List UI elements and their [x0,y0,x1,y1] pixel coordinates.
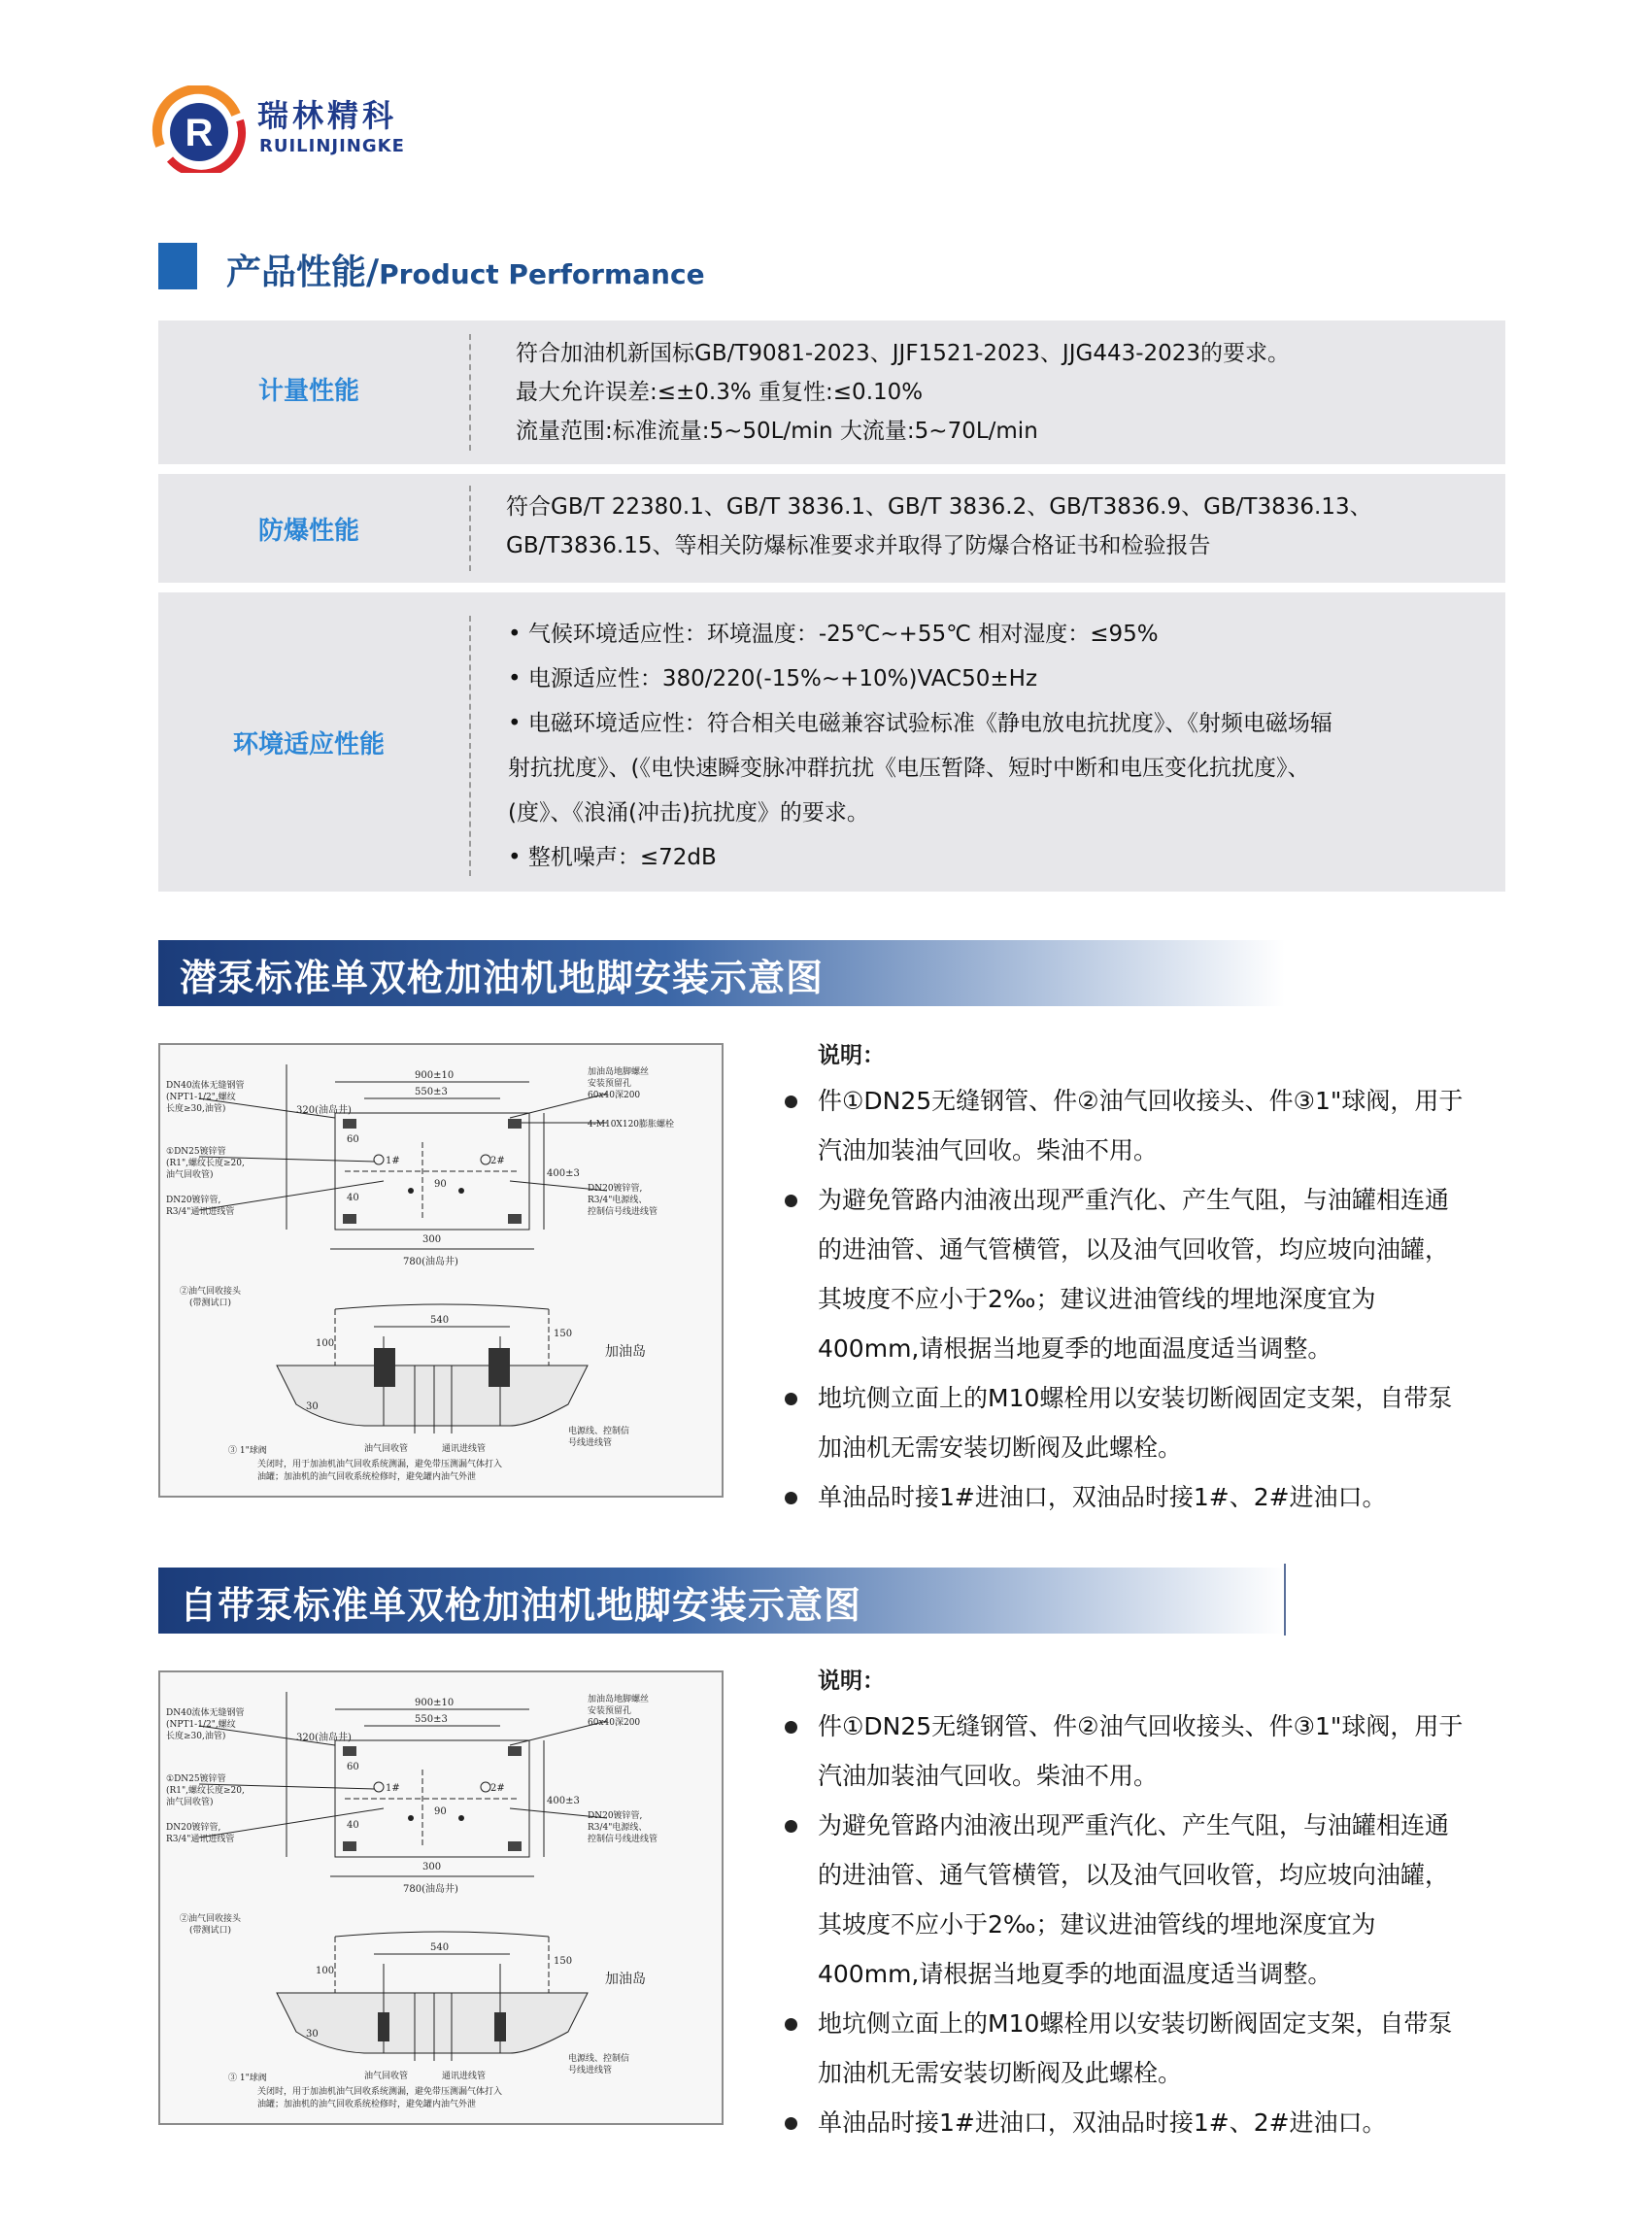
dim-780: 780(油岛井) [403,1884,458,1895]
dim-100: 100 [316,1966,335,1976]
row-line: 射抗扰度》、(《电快速瞬变脉冲群抗扰《电压暂降、短时中断和电压变化抗扰度》、 [508,756,1310,781]
svg-text:①DN25镀锌管: ①DN25镀锌管 [166,1147,226,1157]
row-line: 符合GB/T 22380.1、GB/T 3836.1、GB/T 3836.2、GB/T3836.9、GB/T3836.13、 [506,494,1372,520]
row-line: 最大允许误差:≤±0.3% 重复性:≤0.10% [516,380,924,405]
dim-40: 40 [347,1193,359,1203]
row-label: 防爆性能 [257,517,359,546]
svg-text:安装预留孔: 安装预留孔 [588,1706,632,1716]
svg-text:长度≥30,油管): 长度≥30,油管) [166,1104,226,1114]
svg-text:R3/4"电源线、: R3/4"电源线、 [588,1823,648,1833]
bullet-icon [785,2117,797,2130]
dim-320: 320(油岛井) [296,1733,352,1743]
section-title: 潜泵标准单双枪加油机地脚安装示意图 [180,957,825,999]
bullet-icon [785,1195,797,1207]
dim-900: 900±10 [415,1070,455,1081]
port-1: 1# [386,1783,400,1794]
dim-540: 540 [430,1942,450,1953]
bullet-icon [785,1096,797,1108]
dim-540: 540 [430,1315,450,1326]
svg-text:电源线、控制信: 电源线、控制信 [568,1427,630,1436]
note-item: 件①DN25无缝钢管、件②油气回收接头、件③1"球阀，用于 汽油加装油气回收。柴油不用。 [777,1076,1515,1175]
svg-text:关闭时，用于加油机油气回收系统测漏，避免带压测漏气体打入: 关闭时，用于加油机油气回收系统测漏，避免带压测漏气体打入 [257,2087,503,2097]
dim-60: 60 [347,1762,359,1772]
dim-60: 60 [347,1134,359,1145]
dim-550: 550±3 [415,1714,448,1725]
svg-text:控制信号线进线管: 控制信号线进线管 [588,1207,658,1217]
svg-text:(NPT1-1/2",螺纹: (NPT1-1/2",螺纹 [166,1720,236,1730]
dim-300: 300 [422,1234,442,1245]
svg-text:(带测试口): (带测试口) [189,1926,232,1936]
bullet-icon [785,1820,797,1833]
notes-list [777,1663,1515,2147]
section-title: 自带泵标准单双枪加油机地脚安装示意图 [180,1584,862,1627]
heading-square-marker [158,243,197,289]
svg-text:油罐；加油机的油气回收系统检修时，避免罐内油气外泄: 油罐；加油机的油气回收系统检修时，避免罐内油气外泄 [257,1472,477,1482]
oil-island-label: 加油岛 [605,1344,646,1360]
row-line: (度》、《浪涌(冲击)抗扰度》的要求。 [508,800,869,826]
row-line: • 气候环境适应性：环境温度：-25℃~+55℃ 相对湿度：≤95% [508,622,1159,647]
dim-400: 400±3 [547,1168,580,1179]
bullet-icon [785,1721,797,1734]
svg-text:加油岛地脚螺丝: 加油岛地脚螺丝 [588,1695,650,1704]
section-banner [158,1568,1285,1634]
installation-diagram [158,1670,724,2125]
note-item: 单油品时接1#进油口，双油品时接1#、2#进油口。 [777,1472,1515,1522]
svg-text:4-M10X120膨胀螺栓: 4-M10X120膨胀螺栓 [588,1120,675,1130]
note-item: 地坑侧立面上的M10螺栓用以安装切断阀固定支架，自带泵 加油机无需安装切断阀及此螺栓。 [777,1999,1515,2098]
dim-400: 400±3 [547,1796,580,1806]
svg-text:②油气回收接头: ②油气回收接头 [180,1287,242,1297]
note-item: 件①DN25无缝钢管、件②油气回收接头、件③1"球阀，用于 汽油加装油气回收。柴油不用。 [777,1702,1515,1801]
notes-list [777,1037,1515,1522]
dim-100: 100 [316,1338,335,1349]
svg-text:DN20镀锌管,: DN20镀锌管, [588,1184,643,1194]
svg-text:油罐；加油机的油气回收系统检修时，避免罐内油气外泄: 油罐；加油机的油气回收系统检修时，避免罐内油气外泄 [257,2100,477,2109]
port-2: 2# [490,1156,505,1166]
performance-row-explosion-proof [158,474,1505,583]
svg-text:60x40深200: 60x40深200 [588,1091,641,1100]
svg-text:③ 1"球阀: ③ 1"球阀 [228,2074,267,2083]
svg-text:(带测试口): (带测试口) [189,1298,232,1308]
performance-row-metering [158,320,1505,464]
bullet-icon [785,1492,797,1504]
svg-text:油气回收管: 油气回收管 [364,2072,409,2081]
dim-40: 40 [347,1820,359,1831]
svg-text:R3/4"通讯进线管: R3/4"通讯进线管 [166,1207,235,1217]
svg-text:(NPT1-1/2",螺纹: (NPT1-1/2",螺纹 [166,1093,236,1102]
svg-text:DN20镀锌管,: DN20镀锌管, [588,1811,643,1821]
port-2: 2# [490,1783,505,1794]
note-item: 地坑侧立面上的M10螺栓用以安装切断阀固定支架，自带泵 加油机无需安装切断阀及此螺栓。 [777,1373,1515,1472]
svg-text:②油气回收接头: ②油气回收接头 [180,1914,242,1924]
brand-logo-icon [151,85,248,173]
note-item: 单油品时接1#进油口，双油品时接1#、2#进油口。 [777,2098,1515,2147]
svg-text:DN20镀锌管,: DN20镀锌管, [166,1823,221,1833]
svg-text:(R1",螺纹长度≥20,: (R1",螺纹长度≥20, [166,1786,245,1796]
performance-row-environment [158,592,1505,892]
notes-title: 说明： [818,1669,885,1694]
row-label: 计量性能 [257,377,359,406]
section-banner [158,940,1285,1006]
logo-letter: R [185,112,214,154]
row-line: 符合加油机新国标GB/T9081-2023、JJF1521-2023、JJG443-2023的要求。 [516,341,1291,366]
performance-heading [158,241,935,293]
svg-text:加油岛地脚螺丝: 加油岛地脚螺丝 [588,1067,650,1077]
svg-text:①DN25镀锌管: ①DN25镀锌管 [166,1774,226,1784]
svg-text:长度≥30,油管): 长度≥30,油管) [166,1732,226,1741]
row-line: GB/T3836.15、等相关防爆标准要求并取得了防爆合格证书和检验报告 [506,533,1211,558]
dim-300: 300 [422,1862,442,1872]
bullet-icon [785,1393,797,1405]
row-divider [469,616,471,876]
note-item: 为避免管路内油液出现严重汽化、产生气阻，与油罐相连通 的进油管、通气管横管，以及油气回收管，均应坡向油罐， 其坡度不应小于2‰；建议进油管线的埋地深度宜为 400mm,请根据当地夏季的地面温度适当调整。 [777,1175,1515,1373]
svg-text:DN40流体无缝钢管: DN40流体无缝钢管 [166,1708,245,1718]
dim-90: 90 [434,1806,447,1817]
heading-en: Product Performance [379,258,705,290]
svg-text:通讯进线管: 通讯进线管 [442,2072,487,2081]
banner-divider-line [1284,1564,1286,1636]
row-divider [469,334,471,451]
svg-text:油气回收管: 油气回收管 [364,1444,409,1454]
row-line: 流量范围:标准流量:5~50L/min 大流量:5~70L/min [516,419,1038,444]
svg-text:DN40流体无缝钢管: DN40流体无缝钢管 [166,1081,245,1091]
svg-text:通讯进线管: 通讯进线管 [442,1444,487,1454]
heading-cn: 产品性能/ [226,253,380,292]
svg-text:安装预留孔: 安装预留孔 [588,1079,632,1089]
dim-550: 550±3 [415,1087,448,1097]
bullet-icon [785,2018,797,2031]
dim-30: 30 [306,2029,319,2040]
dim-30: 30 [306,1401,319,1412]
svg-text:控制信号线进线管: 控制信号线进线管 [588,1835,658,1844]
svg-text:DN20镀锌管,: DN20镀锌管, [166,1196,221,1205]
svg-text:R3/4"通讯进线管: R3/4"通讯进线管 [166,1835,235,1844]
svg-text:油气回收管): 油气回收管) [166,1170,214,1180]
svg-text:电源线、控制信: 电源线、控制信 [568,2054,630,2064]
row-line: • 整机噪声：≤72dB [508,845,717,870]
note-item: 为避免管路内油液出现严重汽化、产生气阻，与油罐相连通 的进油管、通气管横管，以及油气回收管，均应坡向油罐， 其坡度不应小于2‰；建议进油管线的埋地深度宜为 400mm,请根据当地夏季的地面温度适当调整。 [777,1801,1515,1999]
row-divider [469,486,471,571]
brand-logo [151,85,442,173]
svg-text:号线进线管: 号线进线管 [568,2066,613,2075]
svg-text:油气回收管): 油气回收管) [166,1798,214,1807]
dim-320: 320(油岛井) [296,1105,352,1116]
dim-150: 150 [554,1956,573,1967]
brand-name-cn: 瑞林精科 [257,97,398,134]
dim-150: 150 [554,1329,573,1339]
notes-title: 说明： [818,1043,885,1068]
dim-780: 780(油岛井) [403,1257,458,1267]
row-line: • 电源适应性：380/220(-15%~+10%)VAC50±Hz [508,666,1038,691]
row-line: • 电磁环境适应性：符合相关电磁兼容试验标准《静电放电抗扰度》、《射频电磁场辐 [508,711,1332,736]
diagram-drawing [160,1672,722,2123]
oil-island-label: 加油岛 [605,1972,646,1987]
svg-text:R3/4"电源线、: R3/4"电源线、 [588,1196,648,1205]
diagram-drawing [160,1045,722,1496]
svg-text:关闭时，用于加油机油气回收系统测漏，避免带压测漏气体打入: 关闭时，用于加油机油气回收系统测漏，避免带压测漏气体打入 [257,1460,503,1469]
row-label: 环境适应性能 [232,730,385,759]
installation-diagram [158,1043,724,1498]
svg-text:(R1",螺纹长度≥20,: (R1",螺纹长度≥20, [166,1159,245,1168]
svg-text:号线进线管: 号线进线管 [568,1438,613,1448]
svg-text:60x40深200: 60x40深200 [588,1718,641,1728]
port-1: 1# [386,1156,400,1166]
brand-name-en: RUILINJINGKE [259,136,405,156]
dim-90: 90 [434,1179,447,1190]
dim-900: 900±10 [415,1698,455,1708]
svg-text:③ 1"球阀: ③ 1"球阀 [228,1446,267,1456]
